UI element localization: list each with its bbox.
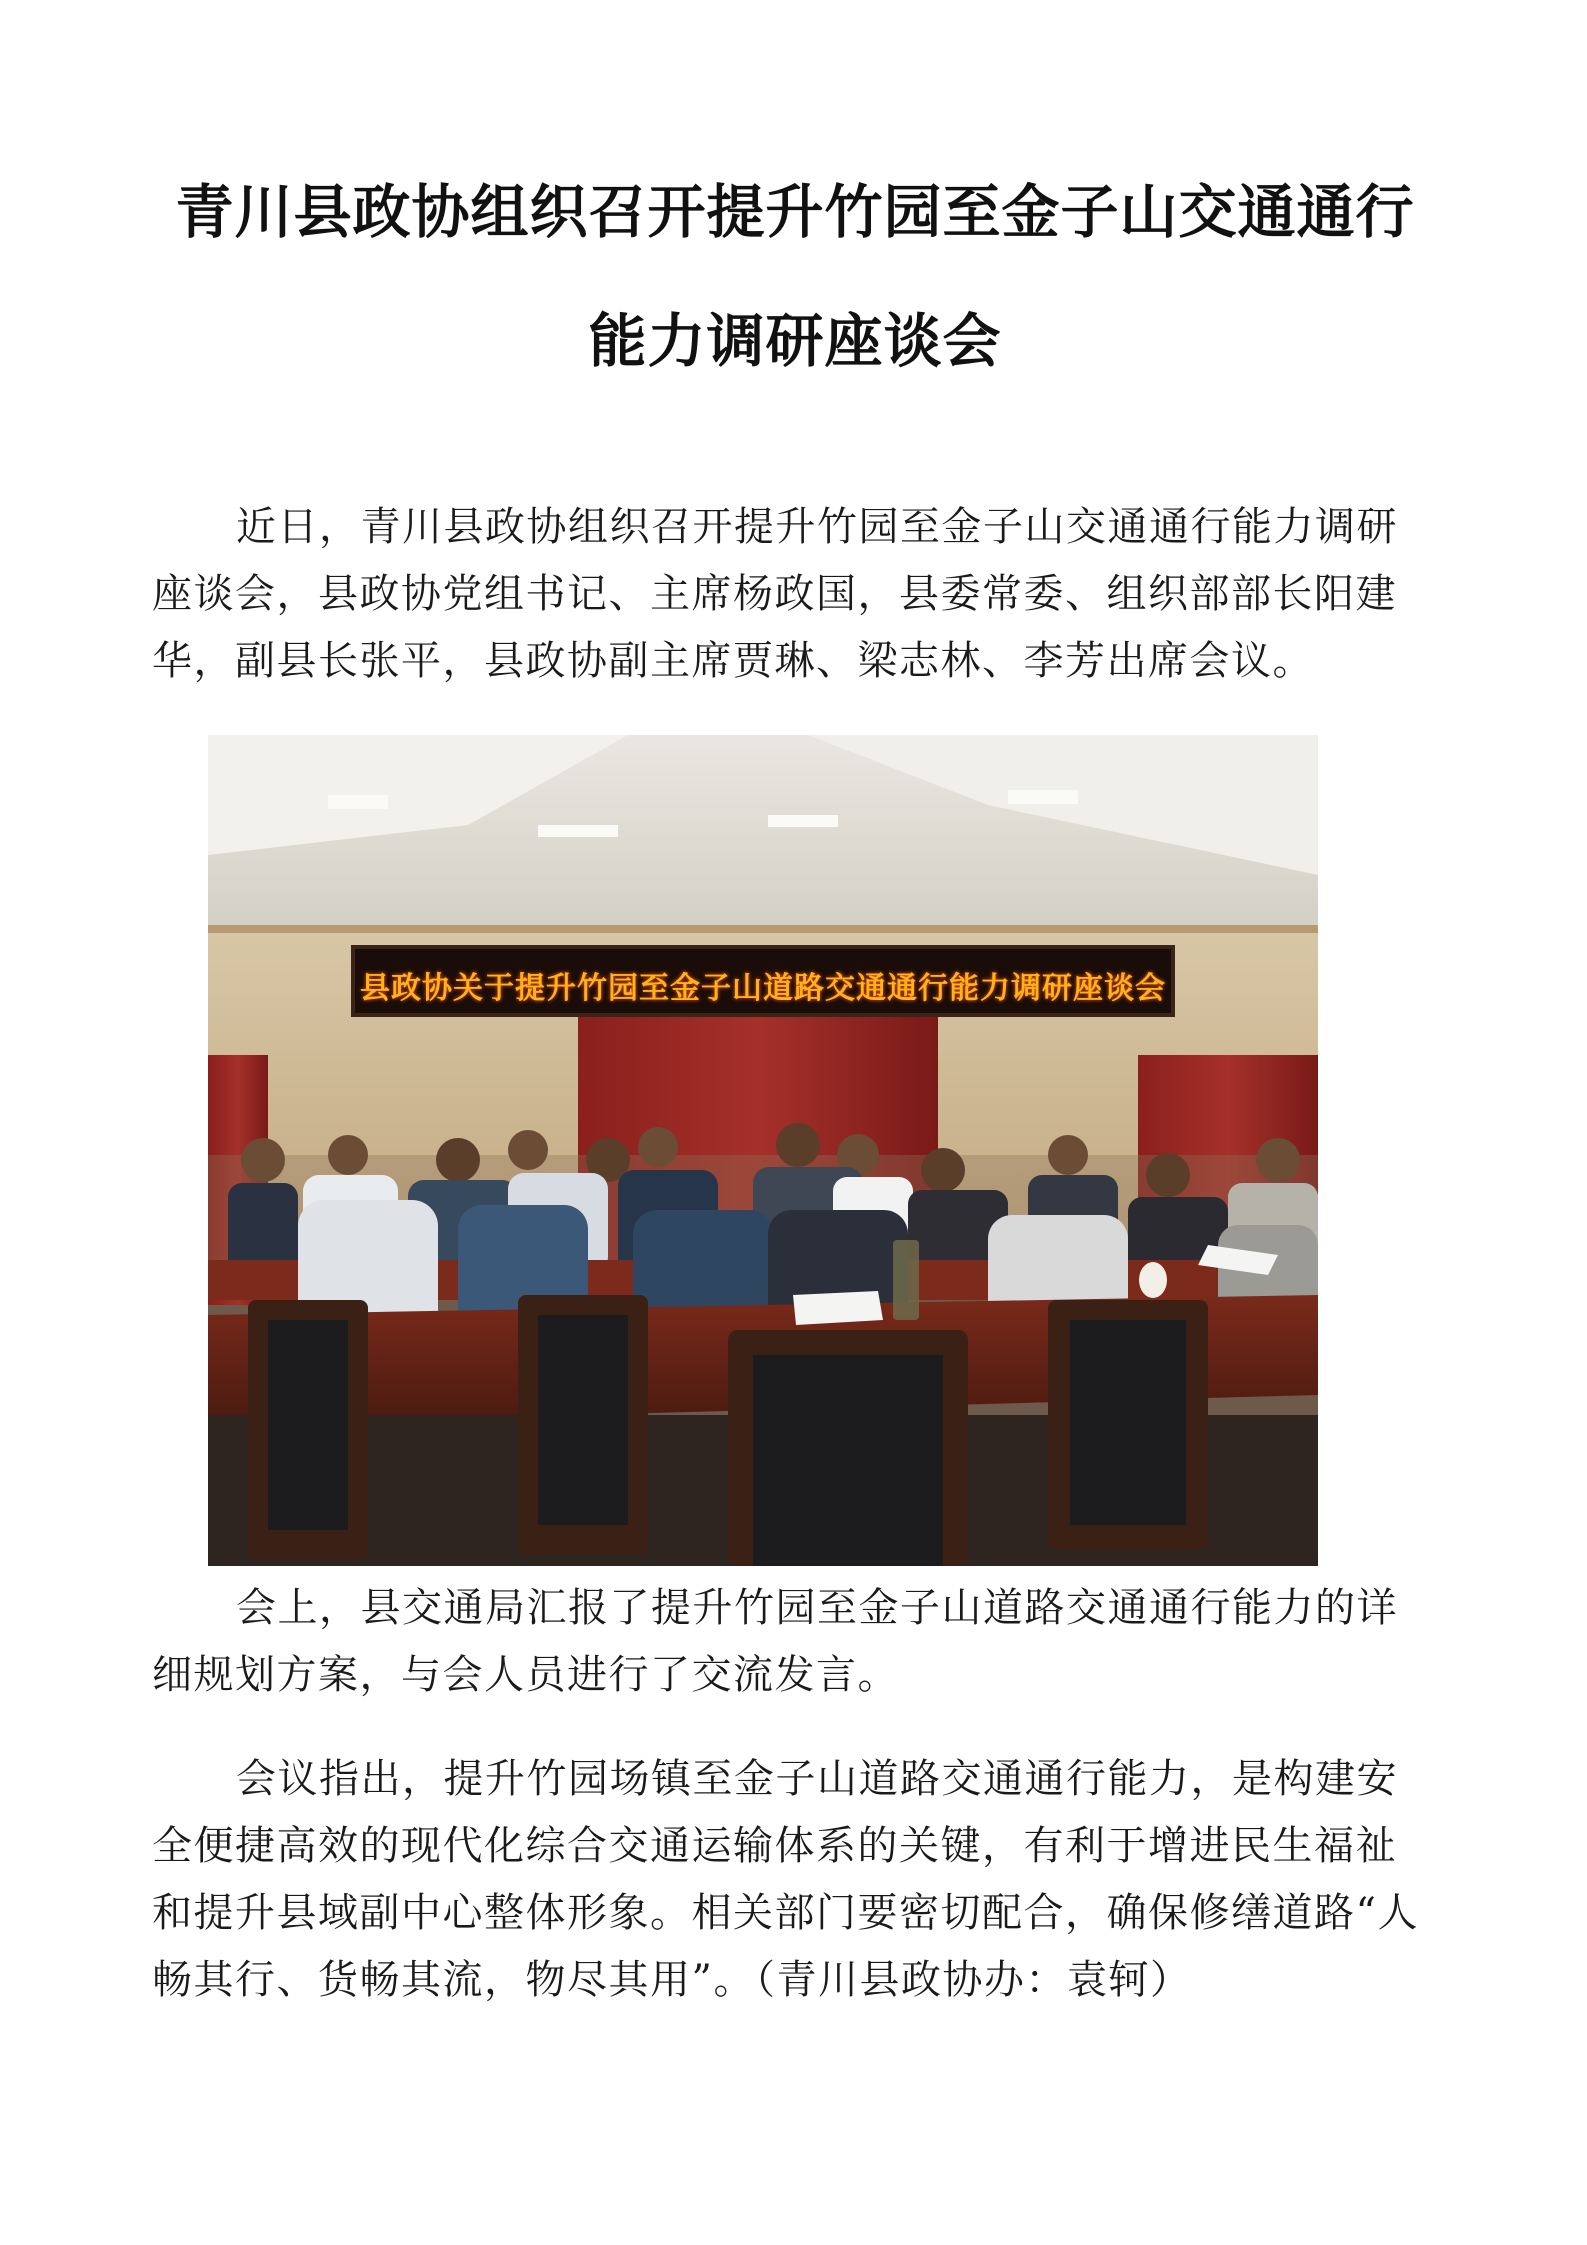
- article-title-line-2: 能力调研座谈会: [588, 307, 1002, 375]
- paragraph-report: [152, 1575, 1442, 1709]
- led-banner-text: 县政协关于提升竹园至金子山道路交通通行能力调研座谈会: [360, 971, 1166, 1006]
- paragraph-line: 座谈会，县政协党组书记、主席杨政国，县委常委、组织部部长阳建: [152, 571, 1397, 617]
- paragraph-line: 会议指出，提升竹园场镇至金子山道路交通通行能力，是构建安: [236, 1756, 1398, 1802]
- paragraph-line: 畅其行、货畅其流，物尽其用”。（青川县政协办：袁轲）: [152, 1957, 1192, 2003]
- paragraph-line: 细规划方案，与会人员进行了交流发言。: [152, 1652, 899, 1698]
- meeting-photo: [208, 735, 1318, 1566]
- paragraph-line: 和提升县域副中心整体形象。相关部门要密切配合，确保修缮道路“人: [152, 1890, 1419, 1936]
- paragraph-conclusion: [152, 1746, 1442, 2014]
- paragraph-line: 近日，青川县政协组织召开提升竹园至金子山交通通行能力调研: [236, 504, 1398, 550]
- meeting-scene-illustration: [208, 735, 1318, 1566]
- article-title-line-1: 青川县政协组织召开提升竹园至金子山交通通行: [175, 178, 1415, 246]
- paragraph-line: 全便捷高效的现代化综合交通运输体系的关键，有利于增进民生福祉: [152, 1823, 1397, 1869]
- paragraph-intro: [152, 494, 1442, 695]
- paragraph-line: 华，副县长张平，县政协副主席贾琳、梁志林、李芳出席会议。: [152, 638, 1314, 684]
- paragraph-line: 会上，县交通局汇报了提升竹园至金子山道路交通通行能力的详: [236, 1585, 1398, 1631]
